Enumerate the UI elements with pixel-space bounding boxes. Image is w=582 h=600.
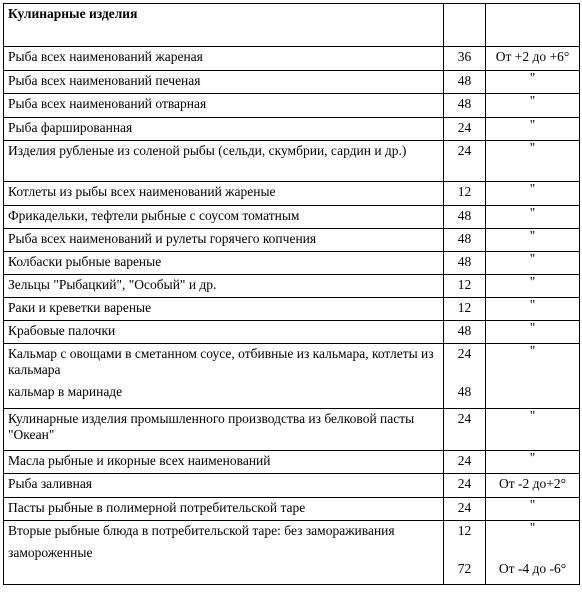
header-temp-cell [486, 4, 580, 47]
storage-hours-line: 12 [457, 523, 472, 538]
storage-temp: " [486, 118, 580, 141]
storage-hours: 24 [444, 141, 486, 182]
storage-hours [444, 521, 486, 585]
header-hours-cell [444, 4, 486, 47]
table-row [4, 409, 580, 451]
storage-temp: " [486, 321, 580, 344]
storage-hours: 48 [444, 94, 486, 118]
storage-temp: " [486, 275, 580, 298]
table-row [4, 344, 580, 409]
table-row [4, 182, 580, 206]
table-row [4, 47, 580, 71]
product-name: Пасты рыбные в полимерной потребительской таре [4, 498, 444, 521]
header-row [4, 4, 580, 47]
storage-hours: 12 [444, 182, 486, 206]
header-product-cell: Кулинарные изделия [4, 4, 444, 47]
table-row [4, 275, 580, 298]
storage-hours [444, 344, 486, 409]
product-name-line: Вторые рыбные блюда в потребительской таре: без замораживания [8, 523, 395, 538]
storage-temp-line: " [529, 520, 536, 535]
table-row [4, 94, 580, 118]
storage-hours: 48 [444, 206, 486, 229]
storage-temp: От +2 до +6° [486, 47, 580, 71]
storage-hours: 48 [444, 229, 486, 252]
table-row [4, 71, 580, 94]
product-name: Зельцы "Рыбацкий", "Особый" и др. [4, 275, 444, 298]
product-name [4, 344, 444, 409]
storage-temp: " [486, 344, 580, 409]
storage-temp: " [486, 206, 580, 229]
product-name: Котлеты из рыбы всех наименований жареные [4, 182, 444, 206]
product-name-subline: кальмар в маринаде [8, 384, 123, 399]
storage-temp-subline: От -4 до -6° [498, 561, 567, 576]
storage-hours-line: 24 [457, 346, 472, 361]
product-name: Рыба всех наименований жареная [4, 47, 444, 71]
product-name-line: Кальмар с овощами в сметанном соусе, отбивные из кальмара, котлеты из кальмара [8, 346, 434, 377]
product-name: Раки и креветки вареные [4, 298, 444, 321]
storage-temp: " [486, 409, 580, 451]
storage-hours: 24 [444, 498, 486, 521]
product-name: Крабовые палочки [4, 321, 444, 344]
product-name: Изделия рубленые из соленой рыбы (сельди, скумбрии, сардин и др.) [4, 141, 444, 182]
storage-temp: " [486, 498, 580, 521]
product-name: Рыба заливная [4, 474, 444, 498]
storage-temp [486, 521, 580, 585]
table-row [4, 321, 580, 344]
table-row [4, 498, 580, 521]
storage-temp: " [486, 182, 580, 206]
product-name: Фрикадельки, тефтели рыбные с соусом томатным [4, 206, 444, 229]
storage-temp: " [486, 71, 580, 94]
storage-hours: 24 [444, 474, 486, 498]
storage-hours: 12 [444, 298, 486, 321]
product-name: Рыба всех наименований и рулеты горячего копчения [4, 229, 444, 252]
storage-temp: " [486, 451, 580, 474]
product-name: Колбаски рыбные вареные [4, 252, 444, 275]
storage-temp: " [486, 229, 580, 252]
storage-hours: 24 [444, 118, 486, 141]
table-row [4, 298, 580, 321]
table-row [4, 451, 580, 474]
storage-hours: 36 [444, 47, 486, 71]
product-name [4, 521, 444, 585]
table-row [4, 252, 580, 275]
product-name: Рыба фаршированная [4, 118, 444, 141]
storage-hours-subline: 48 [457, 384, 472, 399]
table-row [4, 118, 580, 141]
table-row [4, 229, 580, 252]
storage-table [3, 3, 580, 585]
storage-temp: От -2 до+2° [486, 474, 580, 498]
table-row [4, 474, 580, 498]
table-row [4, 521, 580, 585]
product-name: Масла рыбные и икорные всех наименований [4, 451, 444, 474]
storage-hours: 24 [444, 409, 486, 451]
product-name: Рыба всех наименований отварная [4, 94, 444, 118]
storage-temp: " [486, 252, 580, 275]
table-row [4, 206, 580, 229]
product-name-subline: замороженные [8, 545, 93, 560]
table-row [4, 141, 580, 182]
storage-hours: 12 [444, 275, 486, 298]
product-name: Рыба всех наименований печеная [4, 71, 444, 94]
storage-hours: 48 [444, 321, 486, 344]
storage-temp: " [486, 141, 580, 182]
storage-hours: 48 [444, 252, 486, 275]
storage-hours: 48 [444, 71, 486, 94]
product-name: Кулинарные изделия промышленного производства из белковой пасты "Океан" [4, 409, 444, 451]
storage-hours-subline: 72 [457, 561, 472, 576]
storage-hours: 24 [444, 451, 486, 474]
storage-temp: " [486, 94, 580, 118]
storage-temp: " [486, 298, 580, 321]
